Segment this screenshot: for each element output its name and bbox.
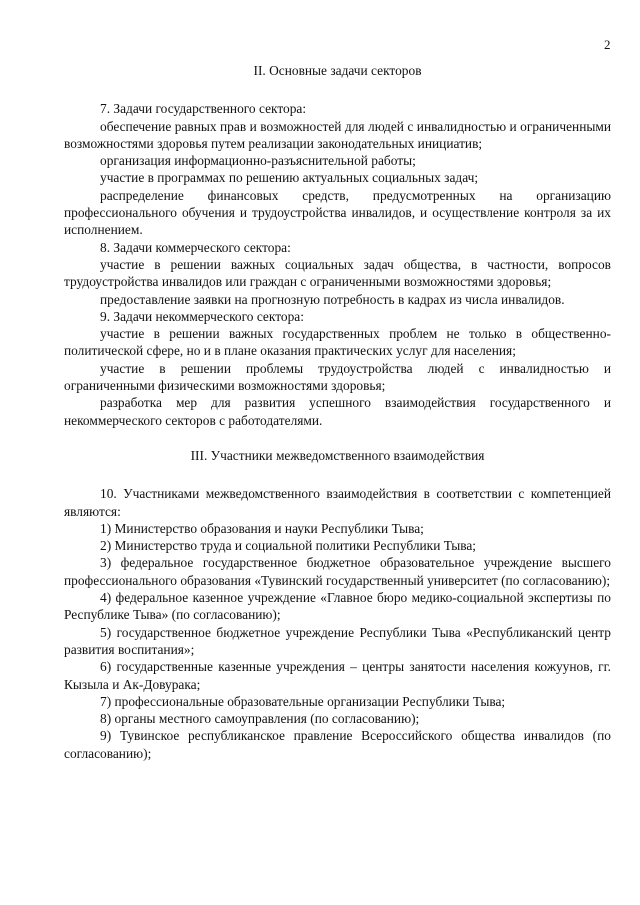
list-item: 1) Министерство образования и науки Республики Тыва; — [100, 520, 424, 536]
paragraph: разработка мер для развития успешного взаимодействия государственного и некоммерческого секторов с работодателями. — [64, 395, 611, 428]
paragraph: 8. Задачи коммерческого сектора: — [100, 239, 291, 255]
paragraph: 10. Участниками межведомственного взаимодействия в соответствии с компетенцией являются: — [64, 486, 611, 519]
list-item: 5) государственное бюджетное учреждение Республики Тыва «Республиканский центр развития воспитания»; — [64, 624, 611, 657]
list-item: 9) Тувинское республиканское правление Всероссийского общества инвалидов (по согласованию); — [64, 728, 611, 761]
section-3-heading: III. Участники межведомственного взаимодействия — [190, 447, 485, 463]
list-item: 4) федеральное казенное учреждение «Главное бюро медико-социальной экспертизы по Республике Тыва» (по согласованию); — [64, 590, 611, 623]
list-item: 3) федеральное государственное бюджетное образовательное учреждение высшего профессионального образования «Тувинский государственный университет (по согласованию); — [64, 555, 611, 588]
paragraph: участие в решении проблемы трудоустройства людей с инвалидностью и ограниченными физическими возможностями здоровья; — [64, 360, 611, 394]
paragraph: участие в программах по решению актуальных социальных задач; — [100, 170, 479, 186]
section-3-content — [64, 485, 611, 762]
paragraph: распределение финансовых средств, предусмотренных на организацию профессионального обучения и трудоустройства инвалидов, и осуществление контроля за их исполнением. — [64, 187, 611, 238]
document-body — [64, 62, 611, 762]
page-number: 2 — [604, 37, 611, 52]
list-item: 8) органы местного самоуправления (по согласованию); — [100, 711, 420, 727]
list-item: 7) профессиональные образовательные организации Республики Тыва; — [100, 693, 506, 709]
section-2-content — [64, 100, 611, 429]
paragraph: участие в решении важных государственных проблем не только в общественно-политической сфере, но и в плане оказания практических услуг для населения; — [64, 326, 611, 359]
paragraph: обеспечение равных прав и возможностей для людей с инвалидностью и ограниченными возможностями здоровья путем реализации законодательных инициатив; — [64, 118, 611, 151]
paragraph: участие в решении важных социальных задач общества, в частности, вопросов трудоустройства инвалидов или граждан с ограниченными возможностями здоровья; — [64, 256, 611, 290]
list-item: 2) Министерство труда и социальной политики Республики Тыва; — [100, 538, 477, 554]
list-item: 6) государственные казенные учреждения – центры занятости населения кожуунов, гг. Кызыла и Ак-Довурака; — [64, 659, 611, 692]
section-2-heading: II. Основные задачи секторов — [253, 63, 422, 78]
paragraph: 9. Задачи некоммерческого сектора: — [100, 308, 304, 324]
paragraph: 7. Задачи государственного сектора: — [100, 101, 307, 117]
paragraph: организация информационно-разъяснительной работы; — [100, 153, 416, 169]
paragraph: предоставление заявки на прогнозную потребность в кадрах из числа инвалидов. — [100, 291, 565, 307]
